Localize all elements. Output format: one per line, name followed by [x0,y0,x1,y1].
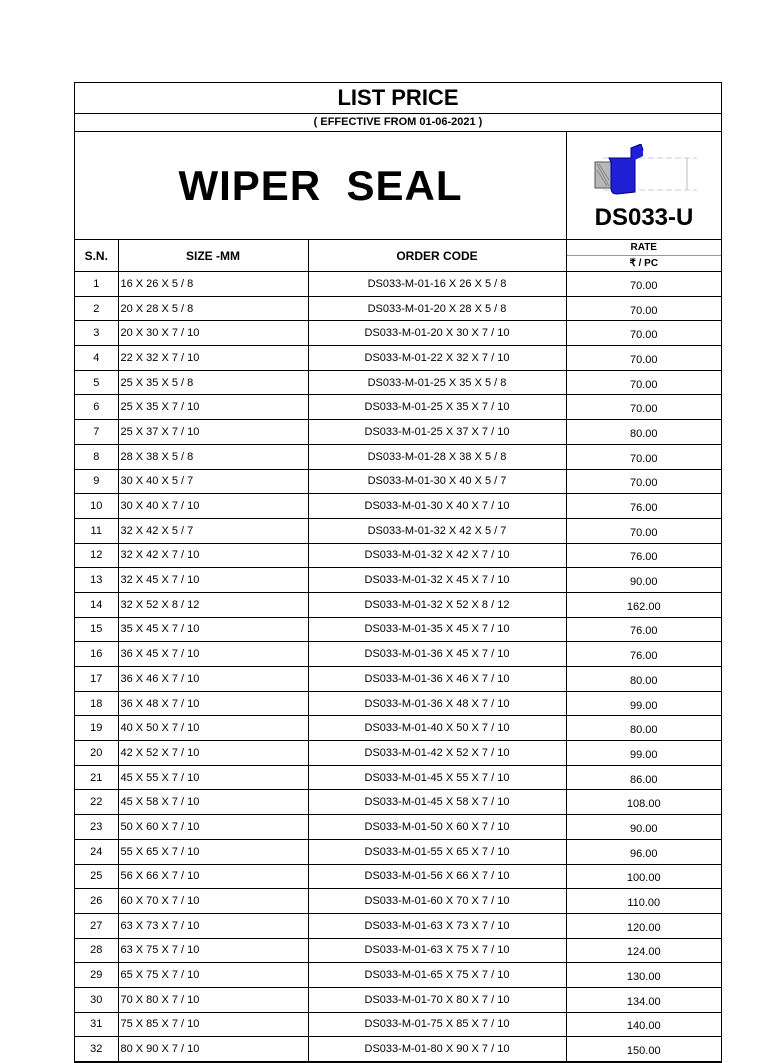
row-rate: 80.00 [566,420,721,445]
table-row [75,889,721,914]
row-rate: 108.00 [566,790,721,815]
row-order-code: DS033-M-01-75 X 85 X 7 / 10 [308,1012,566,1037]
row-rate: 110.00 [566,889,721,914]
effective-date: ( EFFECTIVE FROM 01-06-2021 ) [75,114,721,132]
row-order-code: DS033-M-01-22 X 32 X 7 / 10 [308,346,566,371]
column-header-rate: RATE [566,240,721,256]
table-row [75,1012,721,1037]
row-order-code: DS033-M-01-45 X 58 X 7 / 10 [308,790,566,815]
row-sn: 1 [75,272,118,297]
row-rate: 162.00 [566,592,721,617]
table-row [75,864,721,889]
row-size: 16 X 26 X 5 / 8 [118,272,308,297]
row-size: 36 X 48 X 7 / 10 [118,691,308,716]
row-rate: 70.00 [566,321,721,346]
row-order-code: DS033-M-01-32 X 42 X 7 / 10 [308,543,566,568]
row-sn: 16 [75,642,118,667]
row-rate: 70.00 [566,272,721,297]
row-order-code: DS033-M-01-63 X 73 X 7 / 10 [308,913,566,938]
row-sn: 27 [75,913,118,938]
row-size: 63 X 73 X 7 / 10 [118,913,308,938]
row-size: 35 X 45 X 7 / 10 [118,617,308,642]
row-rate: 80.00 [566,667,721,692]
table-row [75,444,721,469]
row-sn: 24 [75,839,118,864]
table-row [75,469,721,494]
row-sn: 13 [75,568,118,593]
table-row [75,543,721,568]
row-rate: 70.00 [566,518,721,543]
table-row [75,716,721,741]
product-header [75,132,721,240]
row-order-code: DS033-M-01-20 X 30 X 7 / 10 [308,321,566,346]
row-sn: 11 [75,518,118,543]
row-rate: 70.00 [566,444,721,469]
row-size: 63 X 75 X 7 / 10 [118,938,308,963]
row-sn: 21 [75,765,118,790]
row-size: 30 X 40 X 7 / 10 [118,494,308,519]
row-order-code: DS033-M-01-25 X 35 X 7 / 10 [308,395,566,420]
row-sn: 10 [75,494,118,519]
table-row [75,518,721,543]
table-row [75,913,721,938]
row-size: 50 X 60 X 7 / 10 [118,815,308,840]
row-size: 55 X 65 X 7 / 10 [118,839,308,864]
row-size: 20 X 30 X 7 / 10 [118,321,308,346]
table-row [75,765,721,790]
row-size: 30 X 40 X 5 / 7 [118,469,308,494]
row-sn: 17 [75,667,118,692]
row-sn: 4 [75,346,118,371]
table-header-row [75,240,721,256]
row-rate: 70.00 [566,370,721,395]
row-order-code: DS033-M-01-80 X 90 X 7 / 10 [308,1037,566,1062]
row-sn: 29 [75,963,118,988]
table-row [75,815,721,840]
row-order-code: DS033-M-01-35 X 45 X 7 / 10 [308,617,566,642]
row-rate: 96.00 [566,839,721,864]
column-header-unit: ₹ / PC [566,256,721,272]
product-name: WIPER SEAL [75,132,567,239]
row-rate: 70.00 [566,296,721,321]
table-row [75,592,721,617]
table-row [75,272,721,297]
row-rate: 99.00 [566,691,721,716]
row-order-code: DS033-M-01-36 X 46 X 7 / 10 [308,667,566,692]
row-size: 36 X 45 X 7 / 10 [118,642,308,667]
column-header-size: SIZE -MM [118,240,308,272]
row-order-code: DS033-M-01-50 X 60 X 7 / 10 [308,815,566,840]
price-table [75,240,721,1062]
table-row [75,642,721,667]
row-rate: 70.00 [566,346,721,371]
row-size: 25 X 35 X 5 / 8 [118,370,308,395]
row-sn: 20 [75,741,118,766]
row-size: 32 X 52 X 8 / 12 [118,592,308,617]
row-order-code: DS033-M-01-25 X 35 X 5 / 8 [308,370,566,395]
row-size: 42 X 52 X 7 / 10 [118,741,308,766]
table-row [75,790,721,815]
row-rate: 80.00 [566,716,721,741]
row-sn: 6 [75,395,118,420]
row-size: 45 X 58 X 7 / 10 [118,790,308,815]
row-size: 36 X 46 X 7 / 10 [118,667,308,692]
row-order-code: DS033-M-01-65 X 75 X 7 / 10 [308,963,566,988]
table-row [75,346,721,371]
row-rate: 76.00 [566,543,721,568]
row-sn: 23 [75,815,118,840]
row-order-code: DS033-M-01-16 X 26 X 5 / 8 [308,272,566,297]
row-size: 25 X 37 X 7 / 10 [118,420,308,445]
column-header-order-code: ORDER CODE [308,240,566,272]
row-rate: 90.00 [566,568,721,593]
row-size: 70 X 80 X 7 / 10 [118,987,308,1012]
row-order-code: DS033-M-01-70 X 80 X 7 / 10 [308,987,566,1012]
table-row [75,1037,721,1062]
table-row [75,420,721,445]
table-row [75,938,721,963]
row-rate: 124.00 [566,938,721,963]
row-size: 32 X 42 X 5 / 7 [118,518,308,543]
row-order-code: DS033-M-01-20 X 28 X 5 / 8 [308,296,566,321]
row-rate: 99.00 [566,741,721,766]
row-order-code: DS033-M-01-30 X 40 X 5 / 7 [308,469,566,494]
row-order-code: DS033-M-01-56 X 66 X 7 / 10 [308,864,566,889]
table-row [75,839,721,864]
row-size: 75 X 85 X 7 / 10 [118,1012,308,1037]
row-sn: 7 [75,420,118,445]
row-sn: 26 [75,889,118,914]
row-rate: 130.00 [566,963,721,988]
row-order-code: DS033-M-01-36 X 45 X 7 / 10 [308,642,566,667]
row-size: 28 X 38 X 5 / 8 [118,444,308,469]
row-order-code: DS033-M-01-63 X 75 X 7 / 10 [308,938,566,963]
row-order-code: DS033-M-01-25 X 37 X 7 / 10 [308,420,566,445]
row-order-code: DS033-M-01-28 X 38 X 5 / 8 [308,444,566,469]
table-row [75,987,721,1012]
row-sn: 18 [75,691,118,716]
table-row [75,741,721,766]
row-order-code: DS033-M-01-42 X 52 X 7 / 10 [308,741,566,766]
row-sn: 22 [75,790,118,815]
product-logo-cell [567,132,721,239]
table-row [75,963,721,988]
row-order-code: DS033-M-01-45 X 55 X 7 / 10 [308,765,566,790]
table-body [75,272,721,1062]
row-size: 40 X 50 X 7 / 10 [118,716,308,741]
model-code: DS033-U [594,204,694,231]
row-sn: 14 [75,592,118,617]
column-header-sn: S.N. [75,240,118,272]
price-list-sheet [74,82,722,1063]
row-rate: 140.00 [566,1012,721,1037]
row-sn: 30 [75,987,118,1012]
row-sn: 9 [75,469,118,494]
row-sn: 12 [75,543,118,568]
table-row [75,691,721,716]
table-row [75,617,721,642]
row-sn: 31 [75,1012,118,1037]
row-rate: 134.00 [566,987,721,1012]
table-row [75,370,721,395]
row-order-code: DS033-M-01-32 X 42 X 5 / 7 [308,518,566,543]
row-size: 56 X 66 X 7 / 10 [118,864,308,889]
row-rate: 76.00 [566,617,721,642]
row-rate: 86.00 [566,765,721,790]
row-order-code: DS033-M-01-36 X 48 X 7 / 10 [308,691,566,716]
row-rate: 76.00 [566,494,721,519]
row-rate: 120.00 [566,913,721,938]
row-size: 32 X 42 X 7 / 10 [118,543,308,568]
row-order-code: DS033-M-01-30 X 40 X 7 / 10 [308,494,566,519]
page-title: LIST PRICE [75,83,721,114]
row-rate: 76.00 [566,642,721,667]
table-row [75,494,721,519]
row-order-code: DS033-M-01-32 X 52 X 8 / 12 [308,592,566,617]
table-row [75,568,721,593]
row-sn: 32 [75,1037,118,1062]
row-sn: 5 [75,370,118,395]
row-size: 80 X 90 X 7 / 10 [118,1037,308,1062]
row-sn: 15 [75,617,118,642]
table-row [75,321,721,346]
table-row [75,667,721,692]
row-sn: 28 [75,938,118,963]
row-order-code: DS033-M-01-55 X 65 X 7 / 10 [308,839,566,864]
table-row [75,296,721,321]
row-sn: 8 [75,444,118,469]
row-size: 45 X 55 X 7 / 10 [118,765,308,790]
row-size: 25 X 35 X 7 / 10 [118,395,308,420]
row-sn: 2 [75,296,118,321]
row-size: 22 X 32 X 7 / 10 [118,346,308,371]
row-size: 65 X 75 X 7 / 10 [118,963,308,988]
table-row [75,395,721,420]
row-rate: 70.00 [566,395,721,420]
row-rate: 150.00 [566,1037,721,1062]
wiper-seal-profile-icon [589,144,701,206]
row-order-code: DS033-M-01-40 X 50 X 7 / 10 [308,716,566,741]
row-rate: 90.00 [566,815,721,840]
row-size: 20 X 28 X 5 / 8 [118,296,308,321]
row-rate: 100.00 [566,864,721,889]
row-sn: 3 [75,321,118,346]
row-rate: 70.00 [566,469,721,494]
row-sn: 25 [75,864,118,889]
row-size: 32 X 45 X 7 / 10 [118,568,308,593]
row-sn: 19 [75,716,118,741]
row-order-code: DS033-M-01-60 X 70 X 7 / 10 [308,889,566,914]
row-order-code: DS033-M-01-32 X 45 X 7 / 10 [308,568,566,593]
row-size: 60 X 70 X 7 / 10 [118,889,308,914]
